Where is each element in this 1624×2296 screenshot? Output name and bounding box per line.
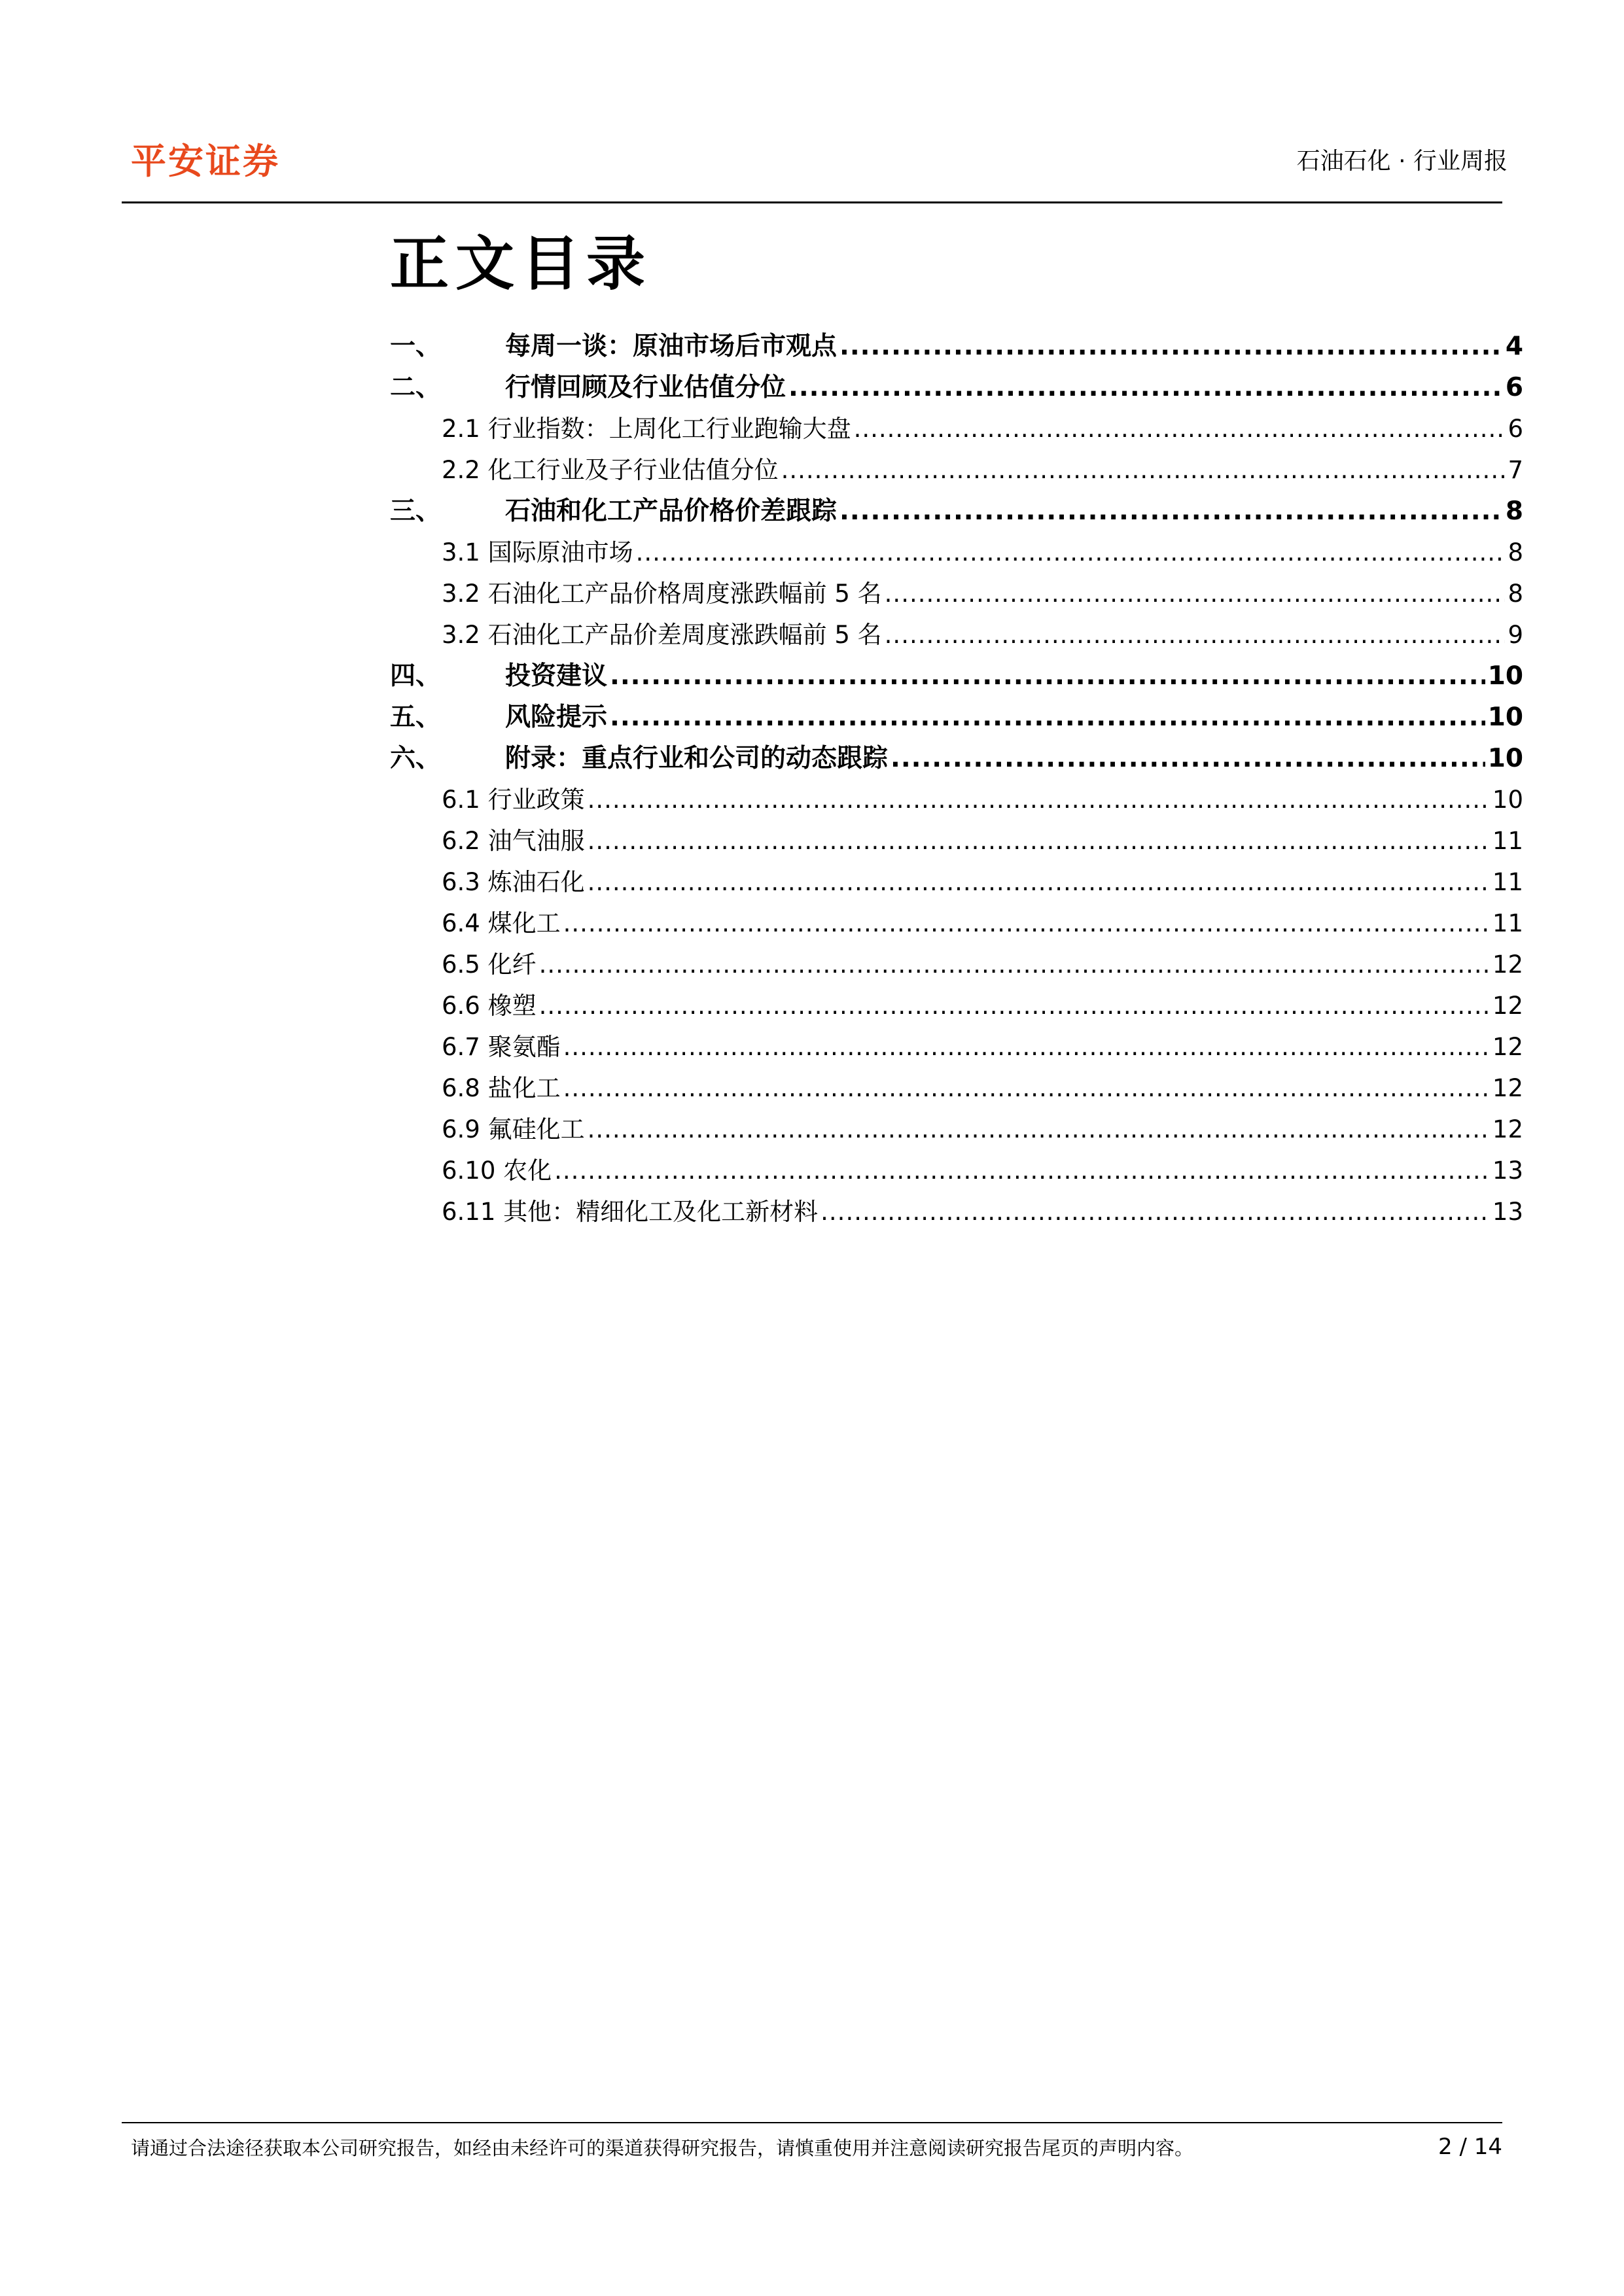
toc-entry-title: 行情回顾及行业估值分位 xyxy=(505,373,786,402)
toc-entry-title: 6.5 化纤 xyxy=(442,950,537,979)
toc-page-number: 12 xyxy=(1492,1033,1523,1061)
toc-leader-dots xyxy=(588,825,1490,858)
toc-page-number: 12 xyxy=(1492,1115,1523,1143)
toc-leader-dots xyxy=(885,578,1506,610)
toc-section[interactable] xyxy=(390,701,1523,734)
toc-page-number: 10 xyxy=(1492,786,1523,814)
toc-entry-title: 2.2 化工行业及子行业估值分位 xyxy=(442,456,779,484)
toc-page-number: 4 xyxy=(1505,332,1523,361)
toc-page-number: 13 xyxy=(1492,1198,1523,1226)
toc-entry-title: 3.2 石油化工产品价格周度涨跌幅前 5 名 xyxy=(442,580,882,608)
report-category: 石油石化 · 行业周报 xyxy=(1296,148,1508,175)
toc-page-number: 11 xyxy=(1492,868,1523,896)
toc-leader-dots xyxy=(539,990,1490,1022)
toc-subsection[interactable] xyxy=(390,948,1523,981)
toc-subsection[interactable] xyxy=(390,1155,1523,1187)
toc-page-number: 10 xyxy=(1487,744,1523,773)
toc-entry-title: 2.1 行业指数：上周化工行业跑输大盘 xyxy=(442,415,851,443)
toc-leader-dots xyxy=(610,701,1485,734)
toc-subsection[interactable] xyxy=(390,1072,1523,1105)
toc-page-number: 12 xyxy=(1492,992,1523,1020)
toc-subsection[interactable] xyxy=(390,536,1523,569)
company-logo: 平安证券 xyxy=(131,141,280,182)
toc-section[interactable] xyxy=(390,495,1523,528)
toc-entry-title: 6.4 煤化工 xyxy=(442,909,561,937)
toc-leader-dots xyxy=(636,536,1506,569)
toc-page-number: 10 xyxy=(1487,703,1523,732)
toc-leader-dots xyxy=(788,372,1503,404)
toc-leader-dots xyxy=(588,866,1490,899)
toc-entry-title: 3.2 石油化工产品价差周度涨跌幅前 5 名 xyxy=(442,621,882,649)
toc-subsection[interactable] xyxy=(390,454,1523,487)
toc-leader-dots xyxy=(563,907,1490,940)
toc-entry-title: 投资建议 xyxy=(505,661,608,691)
toc-leader-dots xyxy=(839,330,1503,363)
toc-leader-dots xyxy=(821,1196,1490,1228)
page-title: 正文目录 xyxy=(390,230,652,298)
toc-leader-dots xyxy=(610,660,1485,693)
toc-section-number: 六、 xyxy=(390,744,442,773)
toc-page-number: 7 xyxy=(1508,456,1523,484)
toc-leader-dots xyxy=(563,1072,1490,1105)
toc-subsection[interactable] xyxy=(390,578,1523,610)
toc-entry-title: 附录：重点行业和公司的动态跟踪 xyxy=(505,744,889,773)
header-divider xyxy=(122,201,1502,203)
toc-entry-title: 6.11 其他：精细化工及化工新材料 xyxy=(442,1198,819,1226)
toc-page-number: 6 xyxy=(1508,415,1523,443)
toc-entry-title: 3.1 国际原油市场 xyxy=(442,538,633,566)
toc-entry-title: 6.8 盐化工 xyxy=(442,1074,561,1102)
toc-leader-dots xyxy=(588,1113,1490,1146)
toc-section-number: 三、 xyxy=(390,496,442,526)
toc-leader-dots xyxy=(891,742,1485,775)
toc-section[interactable] xyxy=(390,372,1523,404)
toc-section[interactable] xyxy=(390,330,1523,363)
toc-entry-title: 6.6 橡塑 xyxy=(442,992,537,1020)
toc-page-number: 12 xyxy=(1492,950,1523,979)
toc-entry-title: 6.7 聚氨酯 xyxy=(442,1033,561,1061)
toc-page-number: 13 xyxy=(1492,1157,1523,1185)
toc-subsection[interactable] xyxy=(390,907,1523,940)
toc-subsection[interactable] xyxy=(390,413,1523,445)
toc-subsection[interactable] xyxy=(390,1196,1523,1228)
toc-page-number: 10 xyxy=(1487,661,1523,691)
table-of-contents xyxy=(390,330,1523,1237)
toc-subsection[interactable] xyxy=(390,619,1523,652)
toc-leader-dots xyxy=(563,1031,1490,1064)
toc-entry-title: 6.10 农化 xyxy=(442,1157,552,1185)
toc-subsection[interactable] xyxy=(390,825,1523,858)
toc-page-number: 9 xyxy=(1508,621,1523,649)
toc-leader-dots xyxy=(781,454,1506,487)
toc-subsection[interactable] xyxy=(390,1031,1523,1064)
toc-page-number: 11 xyxy=(1492,827,1523,855)
toc-page-number: 12 xyxy=(1492,1074,1523,1102)
toc-subsection[interactable] xyxy=(390,1113,1523,1146)
toc-entry-title: 6.2 油气油服 xyxy=(442,827,585,855)
toc-section-number: 五、 xyxy=(390,703,442,732)
toc-entry-title: 6.1 行业政策 xyxy=(442,786,585,814)
toc-section-number: 一、 xyxy=(390,332,442,361)
toc-entry-title: 风险提示 xyxy=(505,703,608,732)
toc-subsection[interactable] xyxy=(390,866,1523,899)
toc-entry-title: 石油和化工产品价格价差跟踪 xyxy=(505,496,838,526)
toc-section-number: 二、 xyxy=(390,373,442,402)
toc-section-number: 四、 xyxy=(390,661,442,691)
toc-leader-dots xyxy=(854,413,1506,445)
toc-entry-title: 6.9 氟硅化工 xyxy=(442,1115,585,1143)
toc-page-number: 8 xyxy=(1505,496,1523,526)
toc-page-number: 8 xyxy=(1508,538,1523,566)
toc-page-number: 6 xyxy=(1505,373,1523,402)
toc-leader-dots xyxy=(588,784,1490,816)
toc-entry-title: 6.3 炼油石化 xyxy=(442,868,585,896)
toc-subsection[interactable] xyxy=(390,784,1523,816)
toc-leader-dots xyxy=(554,1155,1490,1187)
footer-disclaimer: 请通过合法途径获取本公司研究报告，如经由未经许可的渠道获得研究报告，请慎重使用并注意阅读研究报告尾页的声明内容。 xyxy=(131,2137,1194,2159)
toc-leader-dots xyxy=(839,495,1503,528)
toc-leader-dots xyxy=(885,619,1506,652)
toc-leader-dots xyxy=(539,948,1490,981)
toc-entry-title: 每周一谈：原油市场后市观点 xyxy=(505,332,838,361)
toc-page-number: 11 xyxy=(1492,909,1523,937)
page-number: 2 / 14 xyxy=(1438,2134,1502,2160)
toc-subsection[interactable] xyxy=(390,990,1523,1022)
toc-section[interactable] xyxy=(390,742,1523,775)
toc-page-number: 8 xyxy=(1508,580,1523,608)
toc-section[interactable] xyxy=(390,660,1523,693)
footer-divider xyxy=(122,2122,1502,2123)
